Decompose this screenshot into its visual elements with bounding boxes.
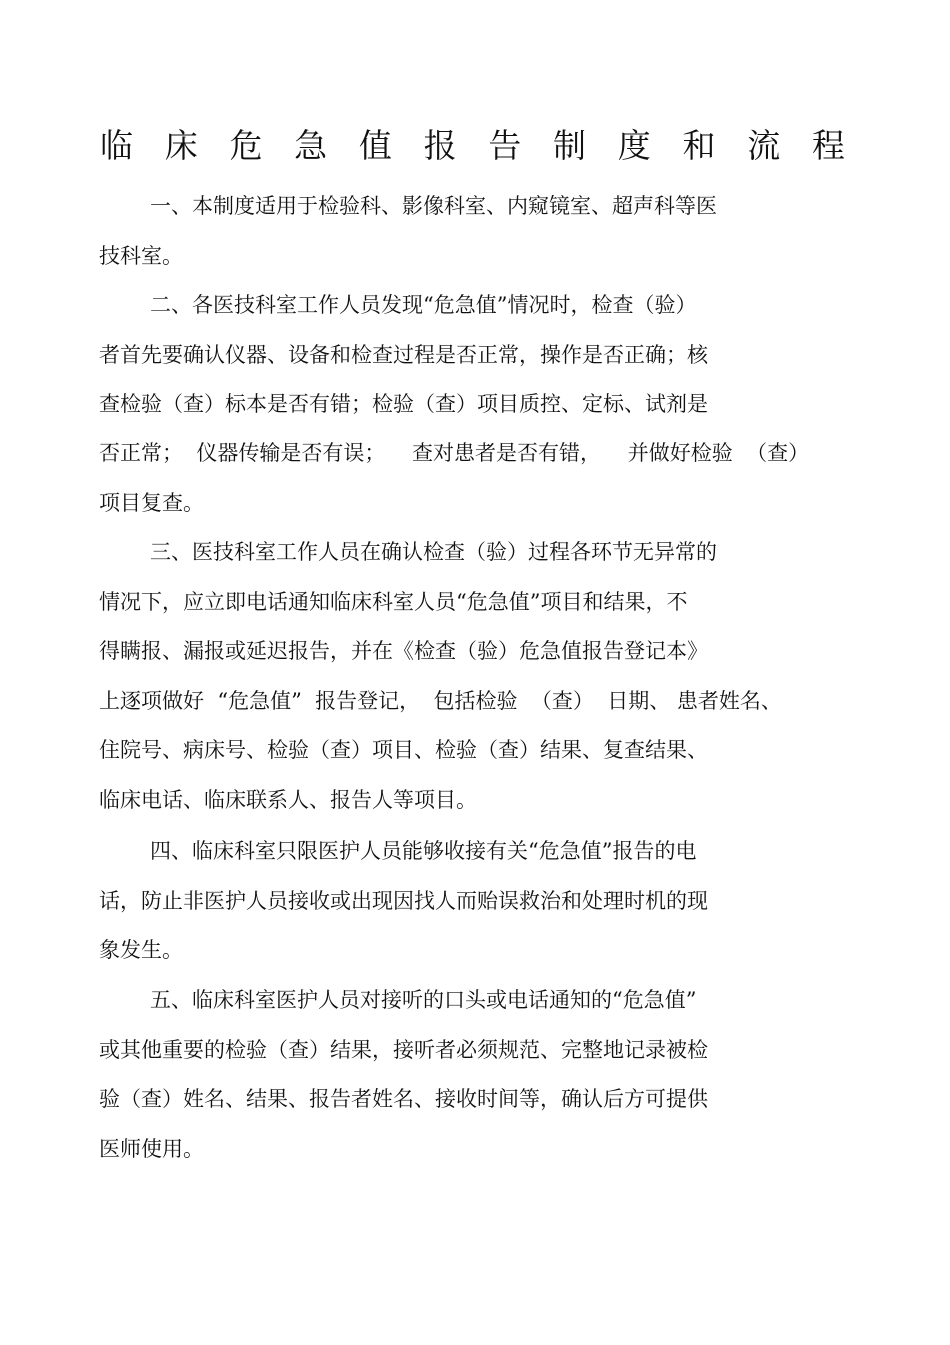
paragraph-line: 项目复查。	[99, 491, 204, 515]
title-char: 程	[811, 126, 845, 165]
paragraph-line: 情况下，应立即电话通知临床科室人员“危急值”项目和结果，不	[99, 590, 688, 614]
paragraph-line: 技科室。	[99, 244, 183, 268]
paragraph-line: 二、各医技科室工作人员发现“危急值”情况时，检查（验）	[150, 293, 697, 317]
document-title	[100, 124, 845, 168]
title-char: 告	[488, 126, 522, 165]
title-char: 床	[164, 126, 198, 165]
paragraph-line: 验（查）姓名、结果、报告者姓名、接收时间等，确认后方可提供	[99, 1087, 708, 1111]
paragraph-line: 三、医技科室工作人员在确认检查（验）过程各环节无异常的	[150, 540, 717, 564]
title-char: 急	[294, 126, 328, 165]
paragraph-line: 临床电话、临床联系人、报告人等项目。	[99, 788, 477, 812]
paragraph-line: 得瞒报、漏报或延迟报告，并在《检查（验）危急值报告登记本》	[99, 639, 708, 663]
paragraph-line: 四、临床科室只限医护人员能够收接有关“危急值”报告的电	[150, 839, 697, 863]
title-char: 度	[617, 126, 651, 165]
paragraph-line: 上逐项做好 “危急值” 报告登记， 包括检验 （查） 日期、 患者姓名、	[99, 689, 782, 713]
title-char: 制	[553, 126, 587, 165]
title-char: 危	[229, 126, 263, 165]
title-char: 报	[423, 126, 457, 165]
paragraph-line: 一、本制度适用于检验科、影像科室、内窥镜室、超声科等医	[150, 194, 717, 218]
paragraph-line: 象发生。	[99, 938, 183, 962]
title-char: 流	[747, 126, 781, 165]
title-char: 和	[682, 126, 716, 165]
paragraph-line: 者首先要确认仪器、设备和检查过程是否正常，操作是否正确；核	[99, 343, 708, 367]
paragraph-line: 查检验（查）标本是否有错；检验（查）项目质控、定标、试剂是	[99, 392, 708, 416]
title-char: 临	[100, 126, 133, 165]
paragraph-line: 话，防止非医护人员接收或出现因找人而贻误救治和处理时机的现	[99, 889, 708, 913]
title-char: 值	[358, 126, 392, 165]
paragraph-line: 医师使用。	[99, 1137, 204, 1161]
paragraph-line: 五、临床科室医护人员对接听的口头或电话通知的“危急值”	[150, 988, 697, 1012]
paragraph-line: 否正常； 仪器传输是否有误； 查对患者是否有错， 并做好检验 （查）	[99, 441, 810, 465]
paragraph-line: 或其他重要的检验（查）结果，接听者必须规范、完整地记录被检	[99, 1038, 708, 1062]
paragraph-line: 住院号、病床号、检验（查）项目、检验（查）结果、复查结果、	[99, 738, 708, 762]
